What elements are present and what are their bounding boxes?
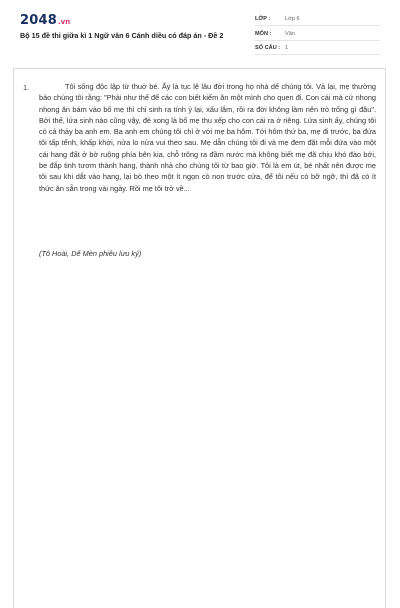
- site-logo[interactable]: [20, 14, 70, 29]
- meta-count-row: [255, 43, 380, 55]
- meta-class-row: [255, 14, 380, 26]
- logo-number: 2048: [20, 13, 57, 28]
- meta-subject-value: Văn: [285, 31, 295, 37]
- document-title: Bộ 15 đề thi giữa kì 1 Ngữ văn 6 Cánh diều có đáp án - Đề 2: [20, 31, 224, 40]
- header: [0, 0, 400, 68]
- question-source: (Tô Hoài, Dế Mèn phiêu lưu ký): [39, 249, 142, 258]
- question-text: Tôi sống độc lập từ thuở bé. Ấy là tục lệ lâu đời trong họ nhà dế chúng tôi. Vả lại, mẹ thường bảo chúng tôi rằng: "Phải như thế để các con biết kiếm ăn một mình cho quen đi. Con cái mà cứ nhong nhong ăn bám vào bố mẹ thì chỉ sinh ra tính ỷ lại, xấu lắm, rồi ra đời không làm nên trò trống gì đâu". Bởi thế, lứa sinh nào cũng vậy, đẻ xong là bố mẹ thu xếp cho con cái ra ở riêng. Lứa sinh ấy, chúng tôi có cả thảy ba anh em. Ba anh em chúng tôi chỉ ở với mẹ ba hôm. Tới hôm thứ ba, mẹ đi trước, ba đứa tôi tấp tểnh, khấp khởi, nửa lo nửa vui theo sau. Mẹ dẫn chúng tôi đi và mẹ đem đặt mỗi đứa vào một cái hang đất ở bờ ruộng phía bên kia, chỗ trông ra đầm nước mà không biết mẹ đã chịu khó đào bới, be đắp tinh tươm thành hang, thành nhà cho chúng tôi từ bao giờ. Tôi là em út, bé nhất nên được mẹ tôi sau khi dắt vào hang, lại bỏ theo một ít ngọn cỏ non trước cửa, để tôi nếu có bỡ ngỡ, thì đã có ít thức ăn sẵn trong vài ngày. Rồi mẹ tôi trở về...: [39, 82, 376, 193]
- meta-class-label: LỚP :: [255, 16, 271, 22]
- meta-subject-label: MÔN :: [255, 31, 272, 37]
- question-content: [13, 68, 386, 608]
- question-number: 1.: [23, 83, 30, 92]
- meta-count-value: 1: [285, 45, 289, 51]
- meta-subject-row: [255, 29, 380, 41]
- meta-count-label: SỐ CÂU :: [255, 45, 281, 51]
- logo-suffix: .vn: [57, 18, 71, 26]
- meta-class-value: Lớp 6: [285, 16, 300, 22]
